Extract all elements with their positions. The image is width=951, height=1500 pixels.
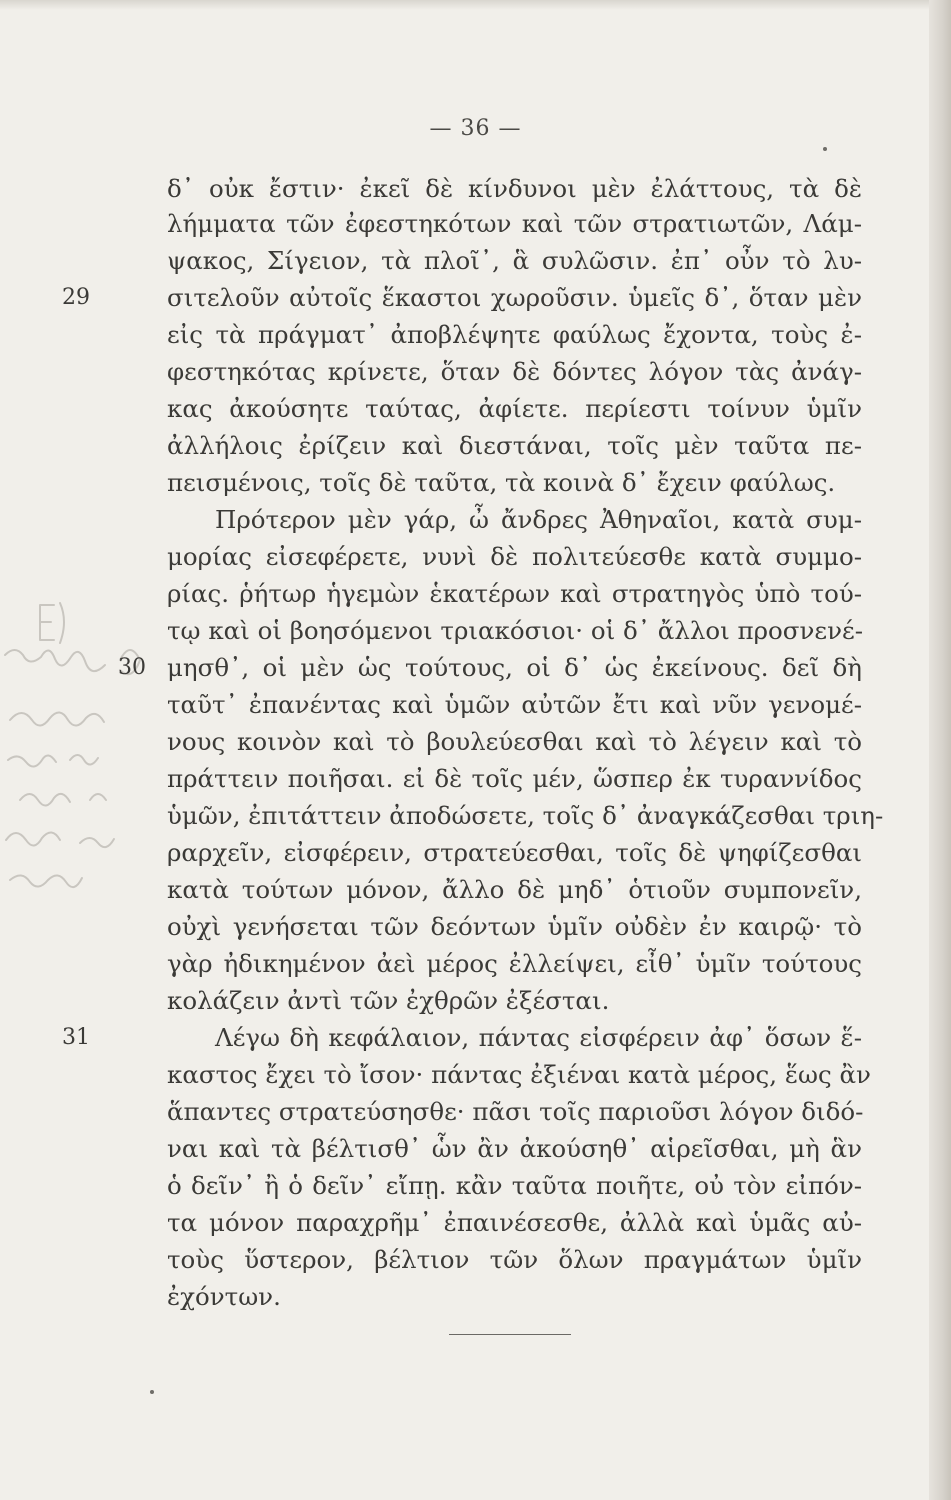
text-line: λήμματα τῶν ἐφεστηκότων καὶ τῶν στρατιωτῶν, Λάμ- [167, 209, 862, 238]
section-number: 30 [118, 655, 146, 680]
section-number: 31 [62, 1025, 90, 1050]
handwritten-annotation [0, 595, 180, 925]
text-line: ὁ δεῖν᾽ ἢ ὁ δεῖν᾽ εἴπῃ. κἂν ταῦτα ποιῆτε, οὐ τὸν εἰπόν- [167, 1171, 862, 1200]
text-line: ψακος, Σίγειον, τὰ πλοῖ᾽, ἃ συλῶσιν. ἐπ᾽ οὖν τὸ λυ- [167, 246, 862, 275]
section-number: 29 [62, 285, 90, 310]
text-line: ὑμῶν, ἐπιτάττειν ἀποδώσετε, τοῖς δ᾽ ἀναγκάζεσθαι τριη- [167, 801, 884, 830]
text-line: ρίας. ῥήτωρ ἡγεμὼν ἑκατέρων καὶ στρατηγὸς ὑπὸ τού- [167, 579, 862, 608]
text-line: ἐχόντων. [167, 1282, 281, 1311]
text-line: σιτελοῦν αὐτοῖς ἕκαστοι χωροῦσιν. ὑμεῖς δ᾽, ὅταν μὲν [167, 283, 862, 312]
text-line: φεστηκότας κρίνετε, ὅταν δὲ δόντες λόγον τὰς ἀνάγ- [167, 357, 862, 386]
text-line: γὰρ ἠδικημένον ἀεὶ μέρος ἐλλείψει, εἶθ᾽ ὑμῖν τούτους [167, 949, 862, 978]
text-line: οὐχὶ γενήσεται τῶν δεόντων ὑμῖν οὐδὲν ἐν καιρῷ· τὸ [167, 912, 862, 941]
text-line: τῳ καὶ οἱ βοησόμενοι τριακόσιοι· οἱ δ᾽ ἄλλοι προσνενέ- [167, 616, 863, 645]
ink-dot [150, 1390, 154, 1394]
text-line: πράττειν ποιῆσαι. εἰ δὲ τοῖς μέν, ὥσπερ ἐκ τυραννίδος [167, 764, 862, 793]
text-line: ταῦτ᾽ ἐπανέντας καὶ ὑμῶν αὐτῶν ἔτι καὶ νῦν γενομέ- [167, 690, 862, 719]
text-line: νους κοινὸν καὶ τὸ βουλεύεσθαι καὶ τὸ λέγειν καὶ τὸ [167, 727, 862, 756]
text-line: κολάζειν ἀντὶ τῶν ἐχθρῶν ἐξέσται. [167, 986, 610, 1015]
text-line: μορίας εἰσεφέρετε, νυνὶ δὲ πολιτεύεσθε κατὰ συμμο- [167, 542, 862, 571]
text-line: πεισμένοις, τοῖς δὲ ταῦτα, τὰ κοινὰ δ᾽ ἔχειν φαύλως. [167, 468, 836, 497]
text-line: μησθ᾽, οἱ μὲν ὡς τούτους, οἱ δ᾽ ὡς ἐκείνους. δεῖ δὴ [167, 653, 862, 682]
text-line: ραρχεῖν, εἰσφέρειν, στρατεύεσθαι, τοῖς δὲ ψηφίζεσθαι [167, 838, 862, 867]
page-number: — 36 — [429, 116, 522, 141]
text-line: δ᾽ οὐκ ἔστιν· ἐκεῖ δὲ κίνδυνοι μὲν ἐλάττους, τὰ δὲ [167, 174, 862, 203]
text-line: τα μόνον παραχρῆμ᾽ ἐπαινέσεσθε, ἀλλὰ καὶ ὑμᾶς αὐ- [167, 1208, 862, 1237]
text-line: κατὰ τούτων μόνον, ἄλλο δὲ μηδ᾽ ὁτιοῦν συμπονεῖν, [167, 875, 862, 904]
text-line: Λέγω δὴ κεφάλαιον, πάντας εἰσφέρειν ἀφ᾽ ὅσων ἕ- [215, 1023, 862, 1052]
text-line: Πρότερον μὲν γάρ, ὦ ἄνδρες Ἀθηναῖοι, κατὰ συμ- [215, 505, 862, 534]
text-line: ἀλλήλοις ἐρίζειν καὶ διεστάναι, τοῖς μὲν ταῦτα πε- [167, 431, 862, 460]
text-line: εἰς τὰ πράγματ᾽ ἀποβλέψητε φαύλως ἔχοντα, τοὺς ἐ- [167, 320, 862, 349]
text-line: ναι καὶ τὰ βέλτισθ᾽ ὧν ἂν ἀκούσηθ᾽ αἱρεῖσθαι, μὴ ἃν [167, 1134, 862, 1163]
text-line: τοὺς ὕστερον, βέλτιον τῶν ὅλων πραγμάτων ὑμῖν [167, 1245, 862, 1274]
top-shadow [0, 0, 951, 10]
page-edge [929, 0, 951, 1500]
text-line: καστος ἔχει τὸ ἴσον· πάντας ἐξιέναι κατὰ μέρος, ἕως ἂν [167, 1060, 871, 1089]
text-line: κας ἀκούσητε ταύτας, ἀφίετε. περίεστι τοίνυν ὑμῖν [167, 394, 862, 423]
text-line: ἅπαντες στρατεύσησθε· πᾶσι τοῖς παριοῦσι λόγον διδό- [167, 1097, 864, 1126]
ink-dot [823, 147, 827, 151]
closing-rule [449, 1334, 571, 1335]
